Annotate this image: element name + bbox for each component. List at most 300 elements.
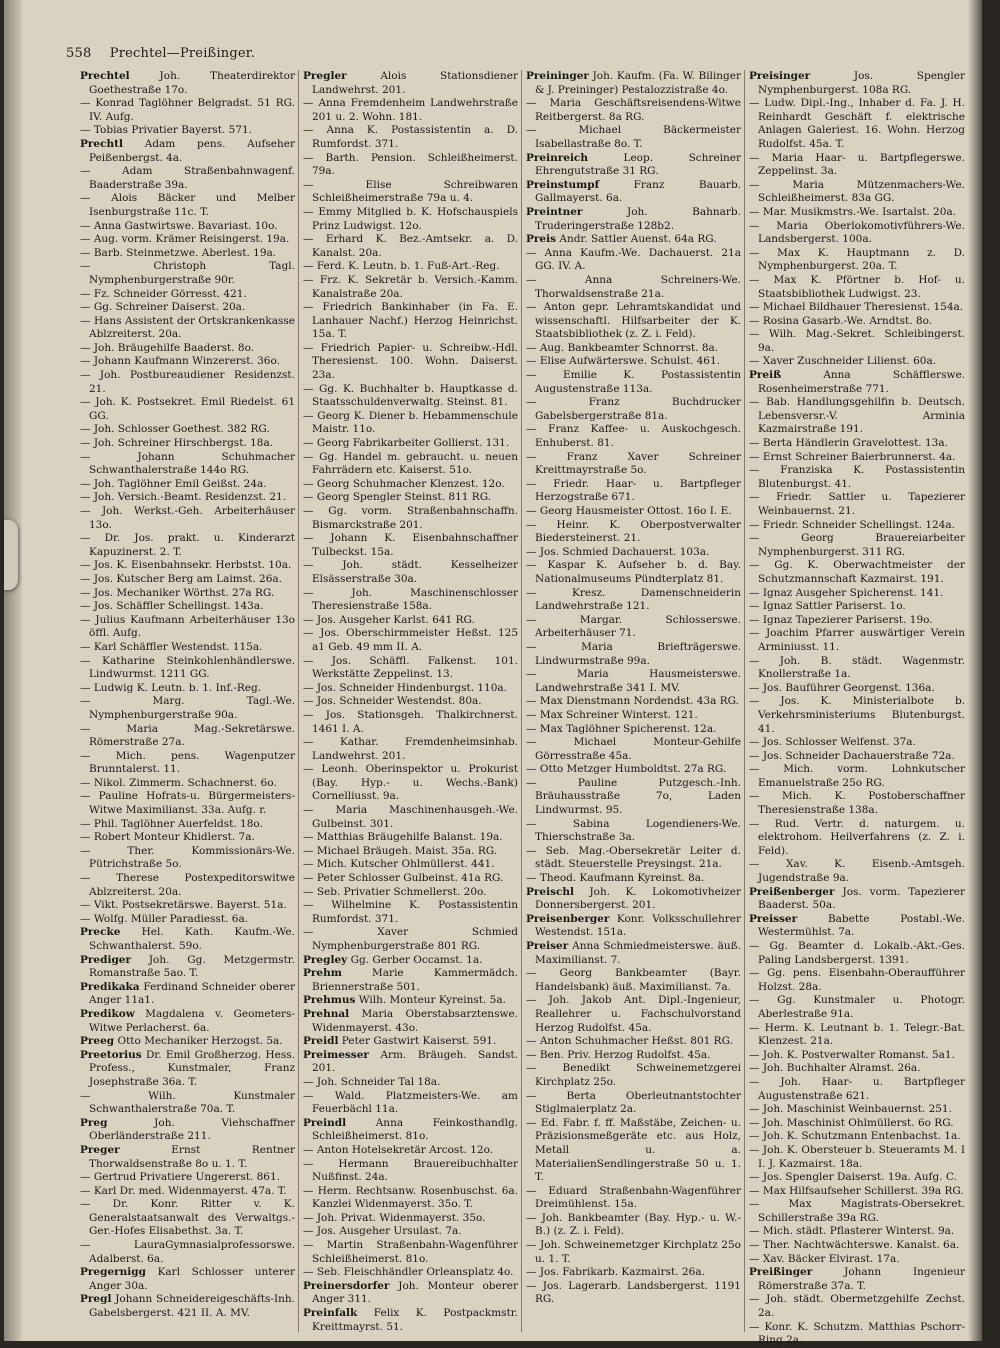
directory-entry [749,614,965,628]
directory-entry [80,790,295,817]
directory-entry [303,627,518,654]
directory-entry [80,926,295,953]
directory-entry [749,559,965,586]
directory-entry [303,899,518,926]
directory-entry [526,695,741,709]
entry-text: — Maria Oberlokomotivführers-We. Landsbergerst. 100a. [749,219,965,246]
directory-entry [749,220,965,247]
directory-entry [749,1198,965,1225]
directory-entry [303,559,518,586]
entry-text: — Joh. städt. Obermetzgehilfe Zechst. 2a. [749,1293,965,1320]
entry-text: — Joh. Jakob Ant. Dipl.-Ingenieur, Reallehrer u. Fachschulvorstand Herzog Rudolfst. 45a. [526,994,741,1034]
entry-text: — Dr. Konr. Ritter v. K. Generalstaatsanwalt des Verwaltgs.-Ger.-Hofes Elisabethst. 3a. T. [80,1198,295,1238]
directory-entry [80,1117,295,1144]
entry-text: Alois Stationsdiener Landwehrst. 201. [312,70,519,96]
directory-entry [749,695,965,736]
entry-text: — Gg. Schreiner Daiserst. 20a. [80,301,246,314]
directory-entry [303,614,518,628]
directory-entry [749,247,965,274]
entry-text: Konr. Volksschullehrer Westendst. 151a. [535,912,741,939]
entry-text: Gg. Gerber Occamst. 1a. [350,953,483,966]
entry-text: — Jos. K. Ministerialbote b. Verkehrsministeriums Blutenburgst. 41. [749,695,965,735]
entry-text: — Franz Xaver Schreiner Kreittmayrstraße 5o. [526,450,741,477]
column-3 [526,70,745,1332]
directory-entry [749,1049,965,1063]
directory-entry [526,940,741,967]
directory-entry [80,301,295,315]
entry-text: — Bab. Handlungsgehilfin b. Deutsch. Lebensversr.-V. Arminia Kazmairstraße 191. [749,396,965,436]
entry-text: — Emmy Mitglied b. K. Hofschauspiels Prinz Ludwigst. 12o. [303,205,518,232]
directory-entry [80,831,295,845]
directory-entry [80,532,295,559]
entry-text: — Wald. Platzmeisters-We. am Feuerbächl 11a. [303,1089,518,1116]
directory-entry [80,491,295,505]
directory-entry [80,682,295,696]
directory-entry [749,1266,965,1293]
directory-entry [526,206,741,233]
entry-text: — Max Taglöhner Spicherenst. 12a. [526,722,717,735]
entry-text: — Mich. städt. Pflasterer Winterst. 9a. [749,1225,955,1238]
directory-entry [80,845,295,872]
entry-text: — Maria Briefträgerswe. Lindwurmstraße 99a. [526,640,741,667]
directory-entry [303,451,518,478]
directory-entry [303,1049,518,1076]
entry-surname: Preindl [303,1116,347,1129]
directory-entry [526,355,741,369]
directory-entry [303,1158,518,1185]
entry-text: — Max Dienstmann Nordendst. 43a RG. [526,695,739,708]
entry-text: — Gertrud Privatiere Ungererst. 861. [80,1171,280,1184]
directory-entry [749,750,965,764]
entry-surname: Preg [80,1116,108,1129]
entry-text: Joh. Theaterdirektor Goethestraße 17o. [89,70,295,96]
entry-surname: Prediger [80,953,131,966]
entry-text: — Anna Fremdenheim Landwehrstraße 201 u. 2. Wohn. 181. [303,97,518,123]
entry-text: — Karl Schäffler Westendst. 115a. [80,640,263,653]
directory-entry [749,1321,965,1348]
directory-entry [749,1130,965,1144]
entry-text: — Karl Dr. med. Widenmayerst. 47a. T. [80,1184,287,1197]
directory-entry [80,233,295,247]
directory-entry [303,858,518,872]
directory-entry [80,723,295,750]
directory-entry [80,260,295,287]
directory-entry [303,709,518,736]
directory-entry [526,1035,741,1049]
entry-surname: Precke [80,926,121,939]
directory-entry [303,682,518,696]
entry-text: — Georg Hausmeister Ottost. 16o I. E. [526,505,732,517]
directory-entry [749,1117,965,1131]
entry-text: — Fz. Schneider Görresst. 421. [80,287,247,300]
entry-text: — Seb. Mag.-Obersekretär Leiter d. städt. Steuerstelle Preysingst. 21a. [526,844,741,871]
entry-surname: Preisenberger [526,912,610,925]
entry-text: — Joh. städt. Kesselheizer Elsässerstraße 30a. [303,559,518,585]
directory-entry [749,1225,965,1239]
entry-text: — Maria Haar- u. Bartpflegerswe. Zeppelinst. 3a. [749,151,965,178]
directory-entry [303,954,518,968]
directory-entry [749,1239,965,1253]
entry-text: — Ernst Schreiner Baierbrunnerst. 4a. [749,450,956,463]
entry-text: — Maria Mag.-Sekretärswe. Römerstraße 27a. [80,722,295,749]
directory-entry [526,967,741,994]
entry-text: Adam pens. Aufseher Peißenbergst. 4a. [89,137,295,164]
entry-text: — Jos. Mechaniker Wörthst. 27a RG. [80,586,275,599]
entry-text: Joh. Viehschaffner Oberländerstraße 211. [89,1116,295,1143]
directory-entry [303,994,518,1008]
directory-entry [749,1062,965,1076]
directory-entry [303,587,518,614]
directory-entry [80,1239,295,1266]
entry-surname: Preis [526,233,557,246]
directory-entry [80,437,295,451]
directory-entry [303,1035,518,1049]
directory-entry [303,1008,518,1035]
entry-text: — Mich. K. Postoberschaffner Theresienstraße 138a. [749,790,965,817]
entry-text: — Joh. Schweinemetzger Kirchplatz 25o u. 1. T. [526,1239,741,1265]
entry-text: — Mich. Kutscher Ohlmüllerst. 441. [303,858,495,871]
directory-entry [749,818,965,859]
entry-surname: Preinersdorfer [303,1279,390,1292]
entry-text: Felix K. Postpackmstr. Kreittmayrst. 51. [312,1307,518,1333]
directory-entry [303,655,518,682]
entry-text: — Max Magistrats-Obersekret. Schillerstraße 39a RG. [749,1198,965,1224]
entry-text: — Joh. B. städt. Wagenmstr. Knollerstraße 1a. [749,654,965,681]
entry-text: — Jos. Oberschirmmeister Heßst. 125 a1 Geb. 49 mm II. A. [303,627,518,653]
entry-text: — Joh. Privat. Widenmayerst. 35o. [303,1211,486,1224]
directory-entry [749,519,965,533]
directory-entry [303,804,518,831]
directory-entry [749,655,965,682]
entry-text: — Nikol. Zimmerm. Schachnerst. 6o. [80,776,277,789]
entry-surname: Predikow [80,1007,135,1020]
entry-text: — Rosina Gasarb.-We. Arndtst. 8o. [749,314,933,327]
entry-text: — Jos. Schäffl. Falkenst. 101. Werkstätte Zeppelinst. 13. [303,654,518,681]
directory-entry [303,1185,518,1212]
directory-entry [749,1022,965,1049]
directory-entry [749,736,965,750]
directory-entry [80,954,295,981]
directory-entry [303,505,518,532]
directory-entry [526,233,741,247]
directory-entry [526,369,741,396]
entry-text: — Joh. Haar- u. Bartpfleger Augustenstraße 621. [749,1075,965,1102]
entry-text: Ernst Rentner Thorwaldsenstraße 8o u. 1. T. [89,1143,295,1170]
directory-entry [303,233,518,260]
entry-text: Ferdinand Schneider oberer Anger 11a1. [89,980,296,1007]
entry-text: — Wilh. Mag.-Sekret. Schleibingerst. 9a. [749,328,965,354]
entry-text: Otto Mechaniker Herzogst. 5a. [117,1035,283,1048]
entry-text: — Michael Bräugeh. Maist. 35a. RG. [303,844,498,857]
directory-entry [303,1266,518,1280]
entry-text: — Georg Fabrikarbeiter Gollierst. 131. [303,437,510,450]
entry-text: Karl Schlosser unterer Anger 30a. [89,1266,295,1292]
entry-text: Maria Oberstabsarztenswe. Widenmayerst. 43o. [312,1007,519,1034]
entry-text: — Joh. Postbureaudiener Residenzst. 21. [80,369,295,395]
directory-entry [303,763,518,804]
entry-text: — Friedrich Papier- u. Schreibw.-Hdl. Theresienst. 100. Wohn. Daiserst. 23a. [303,341,518,382]
directory-entry [749,1103,965,1117]
entry-surname: Preger [80,1143,120,1156]
entry-surname: Preischl [526,885,575,898]
entry-text: — Benedikt Schweinemetzgerei Kirchplatz 25o. [526,1062,741,1088]
entry-text: — Ferd. K. Leutn. b. 1. Fuß-Art.-Reg. [303,260,500,273]
directory-entry [80,478,295,492]
page-number: 558 [66,46,92,61]
entry-text: — Christoph Tagl. Nymphenburgerstraße 90r. [80,260,295,286]
entry-text: — Franz Kaffee- u. Auskochgesch. Enhuberst. 81. [526,423,741,450]
entry-text: — Ed. Fabr. f. ff. Maßstäbe, Zeichen- u. Präzisionsmeßgeräte etc. aus Holz, Metall u. a. MaterialienSendlingerstraße 50 u. 1. T. [526,1116,741,1184]
entry-text: — Jos. Ausgeher Karlst. 641 RG. [303,613,475,626]
entry-text: Jos. Spengler Nymphenburgerst. 108a RG. [758,70,965,96]
entry-text: — Kathar. Fremdenheimsinhab. Landwehrst. 201. [303,736,518,762]
entry-text: — Wilh. Kunstmaler Schwanthalerstraße 70a. T. [80,1089,295,1116]
entry-text: Joh. K. Lokomotivheizer Donnersbergerst. 201. [535,885,741,912]
entry-text: — Gg. K. Oberwachtmeister der Schutzmannschaft Kazmairst. 191. [749,559,965,585]
directory-entry [303,383,518,410]
entry-surname: Preininger [526,70,589,82]
entry-text: — Michael Bäckermeister Isabellastraße 8o. T. [526,124,741,150]
entry-surname: Preetorius [80,1048,142,1061]
directory-entry [80,614,295,641]
entry-text: — Kaspar K. Aufseher b. d. Bay. Nationalmuseums Pündterplatz 81. [526,559,741,585]
entry-text: — Alois Bäcker und Melber Isenburgstraße 11c. T. [80,192,295,218]
directory-entry [80,981,295,1008]
directory-entry [303,437,518,451]
entry-text: — Therese Postexpeditorswitwe Ablzreiterst. 20a. [80,872,295,898]
entry-text: — Max Hilfsaufseher Schillerst. 39a RG. [749,1184,964,1197]
entry-text: — Jos. Lagerarb. Landsbergerst. 1191 RG. [526,1279,741,1306]
entry-text: — Joh. K. Schutzmann Entenbachst. 1a. [749,1130,961,1143]
entry-text: — Joh. Schreiner Hirschbergst. 18a. [80,437,274,450]
directory-entry [749,1144,965,1171]
entry-text: Peter Gastwirt Kaiserst. 591. [341,1035,497,1048]
directory-entry [303,1090,518,1117]
directory-entry [749,682,965,696]
directory-entry [749,437,965,451]
entry-text: Hel. Kath. Kaufm.-We. Schwanthalerst. 59o. [89,926,295,952]
entry-text: — Konr. K. Schutzm. Matthias Pschorr-Ring 2a. [749,1320,965,1347]
entry-text: — Joh. Bankbeamter (Bay. Hyp.- u. W.-B.) (z. Z. i. Feld). [526,1211,741,1238]
directory-entry [526,70,741,97]
entry-text: — Martin Straßenbahn-Wagenführer Schleißheimerst. 81o. [303,1239,518,1265]
entry-surname: Preinfalk [303,1307,358,1320]
entry-text: — Anton Schuhmacher Heßst. 801 RG. [526,1035,733,1048]
entry-text: — Ther. Kommissionärs-We. Pütrichstraße 5o. [80,844,295,871]
entry-text: — Theod. Kaufmann Kyreinst. 8a. [526,872,705,885]
entry-surname: Preimesser [303,1048,369,1061]
entry-text: — Otto Metzger Humboldtst. 27a RG. [526,763,727,776]
entry-text: — Phil. Taglöhner Auerfeldst. 18o. [80,817,263,830]
entry-text: Magdalena v. Geometers-Witwe Perlacherst. 6a. [89,1007,295,1034]
entry-surname: Preinreich [526,151,588,164]
directory-entry [749,1185,965,1199]
directory-entry [80,97,295,124]
page-clip [4,520,18,590]
column-1 [80,70,299,1332]
entry-text: Dr. Emil Großherzog. Hess. Profess., Kunstmaler, Franz Josephstraße 36a. T. [89,1048,295,1088]
entry-text: Andr. Sattler Auenst. 64a RG. [559,233,717,246]
directory-entry [749,940,965,967]
entry-text: — Georg Bankbeamter (Bayr. Handelsbank) äuß. Maximilianst. 7a. [526,967,741,993]
entry-text: — Leonh. Oberinspektor u. Prokurist (Bay. Hyp.- u. Wechs.-Bank) Cornelliusst. 9a. [303,763,518,803]
entry-text: — Georg Spengler Steinst. 811 RG. [303,491,492,504]
entry-text: — Jos. Fabrikarb. Kazmairst. 26a. [526,1266,705,1279]
directory-entry [303,260,518,274]
entry-text: — Gg. vorm. Straßenbahnschaffn. Bismarckstraße 201. [303,505,518,531]
directory-entry [526,342,741,356]
directory-entry [526,709,741,723]
directory-entry [303,70,518,97]
entry-text: — Rud. Vertr. d. naturgem. u. elektrohom. Heilverfahrens (z. Z. i. Feld). [749,817,965,857]
entry-surname: Preiser [526,940,569,952]
entry-text: — Jos. Spengler Daiserst. 19a. Aufg. C. [749,1171,957,1184]
entry-surname: Preeg [80,1035,115,1048]
entry-text: — Ludw. Dipl.-Ing., Inhaber d. Fa. J. H. Reinhardt Geschäft f. elektrische Anlagen Galeriest. 16. Wohn. Herzog Rudolfst. 45a. T. [749,97,965,150]
entry-text: — Joh. Schneider Tal 18a. [303,1075,441,1088]
entry-text: Anna Schmiedmeisterswe. äuß. Maximilianst. 7. [535,940,741,966]
entry-text: — Herm. Rechtsanw. Rosenbuschst. 6a. Kanzlei Widenmayerst. 35o. T. [303,1184,518,1211]
entry-text: — Joh. K. Postsekret. Emil Riedelst. 61 GG. [80,396,295,422]
directory-entry [80,695,295,722]
entry-text: — Anna Kaufm.-We. Dachauerst. 21a GG. IV. A. [526,246,741,273]
entry-text: — Ther. Nachtwächterswe. Kanalst. 6a. [749,1239,960,1252]
entry-text: — Franz Buchdrucker Gabelsbergerstraße 81a. [526,396,741,422]
entry-text: Anna Feinkosthandlg. Schleißheimerst. 81o. [312,1116,518,1143]
directory-entry [749,179,965,206]
entry-surname: Preißinger [749,1266,813,1279]
entry-text: — Friedr. Haar- u. Bartpfleger Herzogstraße 671. [526,477,741,504]
entry-text: — Joh. Werkst.-Geh. Arbeiterhäuser 13o. [80,505,295,531]
directory-entry [749,627,965,654]
directory-entry [80,750,295,777]
entry-text: — Maria Geschäftsreisendens-Witwe Reitbergerst. 8a RG. [526,97,741,123]
directory-entry [526,152,741,179]
directory-entry [526,1185,741,1212]
entry-text: — Jos. Ausgeher Ursulast. 7a. [303,1225,462,1238]
entry-surname: Prechtel [80,70,130,82]
directory-entry [80,899,295,913]
directory-entry [80,342,295,356]
directory-entry [526,777,741,818]
entry-text: Johann Ingenieur Römerstraße 37a. T. [758,1266,965,1292]
entry-text: Babette Postabl.-We. Westermühlst. 7a. [758,912,965,939]
entry-text: — Ignaz Sattler Pariserst. 1o. [749,600,906,613]
entry-text: — Max K. Pförtner b. Hof- u. Staatsbibliothek Ludwigst. 23. [749,273,965,300]
entry-text: — Maria Hausmeisterswe. Landwehrstraße 341 I. MV. [526,668,741,694]
directory-entry [80,369,295,396]
entry-text: — Kresz. Damenschneiderin Landwehrstraße 121. [526,586,741,613]
entry-surname: Prehmus [303,994,356,1007]
directory-entry [526,179,741,206]
directory-entry [526,505,741,519]
entry-surname: Pregl [80,1293,112,1306]
directory-entry [303,886,518,900]
directory-entry [80,655,295,682]
directory-entry [526,1239,741,1266]
entry-text: — Franziska K. Postassistentin Blutenburgst. 41. [749,464,965,490]
entry-text: — Xav. Bäcker Elvirast. 17a. [749,1252,900,1265]
entry-text: — Xaver Zuschneider Lilienst. 60a. [749,355,937,368]
directory-entry [80,1008,295,1035]
directory-columns [80,70,970,1347]
directory-entry [80,1144,295,1171]
directory-entry [80,355,295,369]
directory-entry [749,790,965,817]
directory-entry [303,695,518,709]
entry-text: — Katharine Steinkohlenhändlerswe. Lindwurmst. 1211 GG. [80,654,295,681]
directory-entry [526,396,741,423]
directory-entry [80,505,295,532]
directory-entry [80,1293,295,1320]
directory-entry [303,845,518,859]
directory-entry [303,1307,518,1334]
entry-text: — Gg. K. Buchhalter b. Hauptkasse d. Staatsschuldenverwaltg. Steinst. 81. [303,382,518,409]
directory-entry [80,1185,295,1199]
directory-entry [303,1076,518,1090]
entry-text: — Xav. K. Eisenb.-Amtsgeh. Jugendstraße 9a. [749,858,965,885]
directory-entry [303,831,518,845]
entry-text: — Erhard K. Bez.-Amtsekr. a. D. Kanalst. 20a. [303,233,518,259]
entry-text: — Anton gepr. Lehramtskandidat und wissenschaftl. Hilfsarbeiter der K. Staatsbibliothek (z. Z. i. Feld). [526,301,741,341]
directory-entry [80,573,295,587]
directory-entry [749,587,965,601]
entry-text: — Jos. Kutscher Berg am Laimst. 26a. [80,572,282,585]
entry-text: — Friedr. Sattler u. Tapezierer Weinbauernst. 21. [749,491,965,517]
entry-text: — Jos. K. Eisenbahnsekr. Herbstst. 10a. [80,559,292,572]
entry-text: — Johann Kaufmann Winzererst. 36o. [80,355,280,368]
entry-surname: Preintner [526,205,583,218]
entry-text: — Gg. pens. Eisenbahn-Oberaufführer Holzst. 28a. [749,967,965,993]
directory-entry [749,451,965,465]
directory-entry [749,600,965,614]
entry-text: — LauraGymnasialprofessorswe. Adalberst. 6a. [80,1239,295,1265]
entry-text: — Michael Bildhauer Theresienst. 154a. [749,301,964,314]
directory-entry [526,614,741,641]
entry-text: — Max K. Hauptmann z. D. Nymphenburgerst. 20a. T. [749,246,965,273]
entry-text: — Mar. Musikmstrs.-We. Isartalst. 20a. [749,205,957,218]
directory-entry [80,220,295,234]
entry-text: — Joh. Schlosser Goethest. 382 RG. [80,423,270,436]
entry-text: — Mich. vorm. Lohnkutscher Emanuelstraße 25o RG. [749,763,965,789]
entry-surname: Pregernigg [80,1266,146,1279]
directory-entry [80,315,295,342]
entry-text: — Joh. Taglöhner Emil Geißst. 24a. [80,477,267,490]
directory-entry [303,491,518,505]
directory-entry [526,124,741,151]
entry-text: — Wilhelmine K. Postassistentin Rumfordst. 371. [303,899,518,925]
entry-text: Franz Bauarb. Gallmayerst. 6a. [535,178,742,205]
entry-text: — Jos. Schmied Dachauerst. 103a. [526,545,710,558]
directory-entry [80,247,295,261]
entry-text: Joh. Monteur oberer Anger 311. [312,1279,518,1306]
entry-text: — Jos. Schneider Westendst. 80a. [303,695,482,708]
entry-text: — Seb. Privatier Schmellerst. 20o. [303,885,487,898]
directory-entry [80,1035,295,1049]
directory-entry [303,124,518,151]
entry-text: Marie Kammermädch. Briennerstraße 501. [312,967,518,993]
directory-entry [749,994,965,1021]
directory-entry [749,328,965,355]
directory-entry [80,587,295,601]
entry-text: Arm. Bräugeh. Sandst. 201. [312,1048,518,1075]
directory-entry [303,967,518,994]
directory-entry [80,1171,295,1185]
entry-text: — Friedr. Schneider Schellingst. 124a. [749,518,955,531]
entry-text: — Johann Schuhmacher Schwanthalerstraße 144o RG. [80,450,295,477]
directory-entry [303,926,518,953]
directory-entry [80,192,295,219]
